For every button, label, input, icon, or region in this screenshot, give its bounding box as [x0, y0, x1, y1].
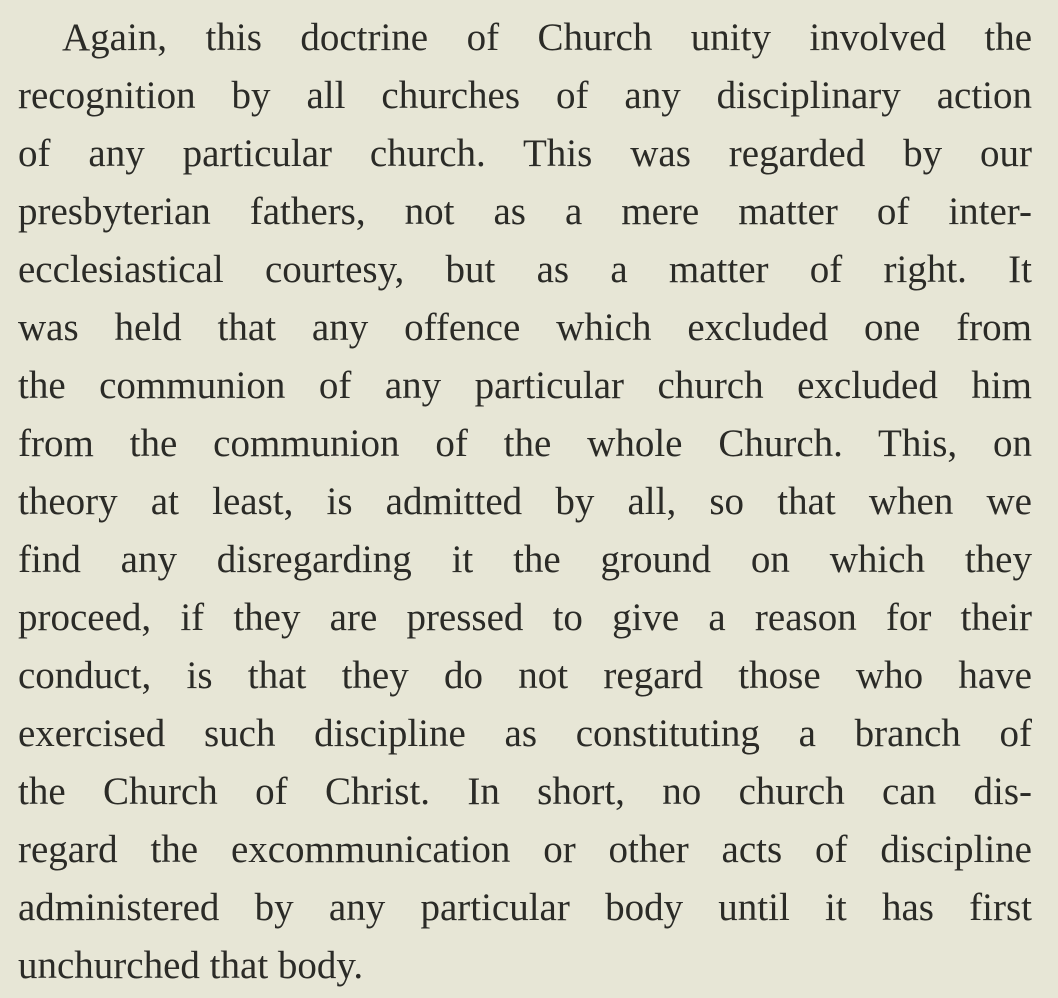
text-line: the communion of any particular church excluded him	[18, 364, 1032, 407]
text-line: from the communion of the whole Church. This, on	[18, 422, 1032, 465]
text-line: was held that any offence which excluded one from	[18, 306, 1032, 349]
text-line: conduct, is that they do not regard those who have	[18, 654, 1032, 697]
text-line: regard the excommunication or other acts of discipline	[18, 828, 1032, 871]
text-line: presbyterian fathers, not as a mere matter of inter-	[18, 190, 1032, 233]
text-line: of any particular church. This was regarded by our	[18, 132, 1032, 175]
text-line: recognition by all churches of any disciplinary action	[18, 74, 1032, 117]
text-line: proceed, if they are pressed to give a reason for their	[18, 596, 1032, 639]
text-line: the Church of Christ. In short, no church can dis-	[18, 770, 1032, 813]
text-line: Again, this doctrine of Church unity involved the	[62, 16, 1032, 59]
text-line: exercised such discipline as constituting a branch of	[18, 712, 1032, 755]
text-line: unchurched that body.	[18, 944, 364, 987]
text-line: theory at least, is admitted by all, so that when we	[18, 480, 1032, 523]
text-line: ecclesiastical courtesy, but as a matter of right. It	[18, 248, 1032, 291]
text-line: find any disregarding it the ground on which they	[18, 538, 1032, 581]
text-line: administered by any particular body until it has first	[18, 886, 1032, 929]
